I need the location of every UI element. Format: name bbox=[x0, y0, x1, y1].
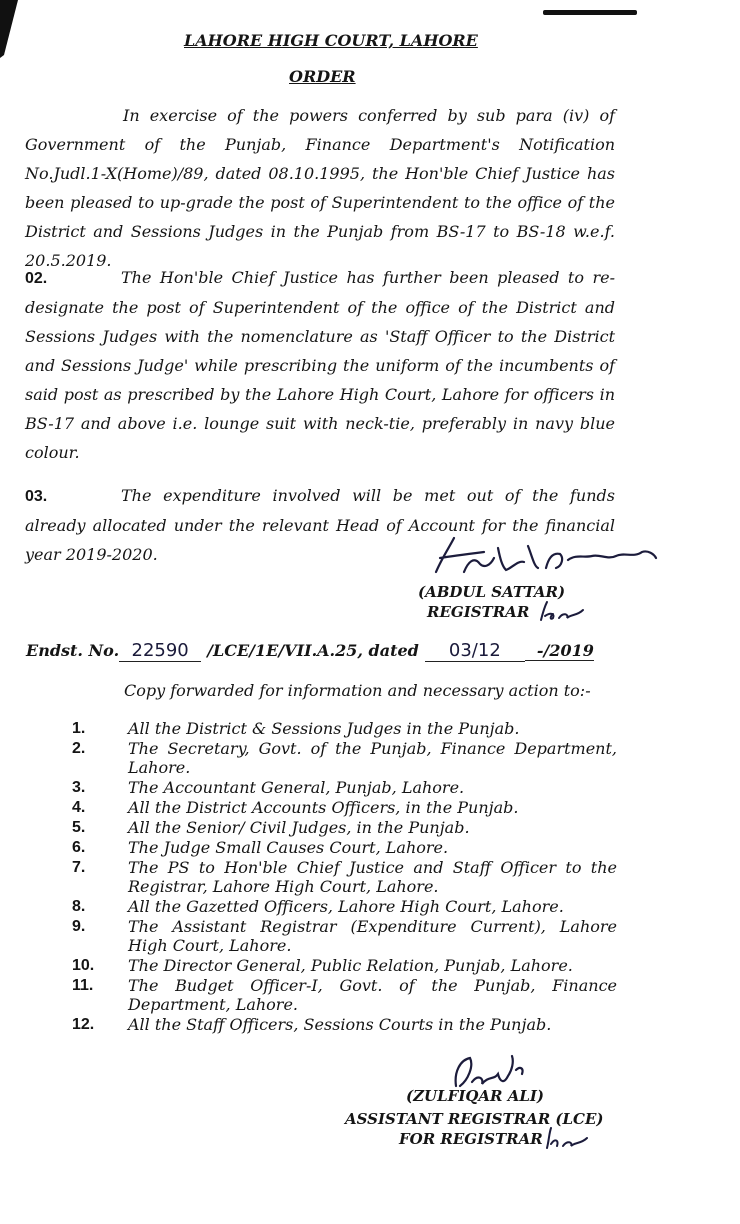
paragraph-3 bbox=[25, 481, 615, 569]
endorsement-prefix: Endst. No. bbox=[26, 641, 120, 660]
list-item bbox=[72, 838, 617, 857]
list-item-number: 10. bbox=[72, 957, 95, 974]
paragraph-1 bbox=[25, 101, 615, 275]
paragraph-3-text: The expenditure involved will be met out of the funds already allocated under the relevant Head of Account for the financial year 2019-2020. bbox=[25, 486, 615, 564]
list-item-number: 2. bbox=[72, 740, 86, 757]
order-heading: ORDER bbox=[289, 67, 356, 86]
endorsement-ref: /LCE/1E/VII.A.25, dated bbox=[207, 641, 419, 660]
list-item-text: All the District Accounts Officers, in the Punjab. bbox=[128, 798, 519, 817]
list-item bbox=[72, 858, 617, 896]
endorsement-line bbox=[26, 640, 594, 662]
signatory-2-for: FOR REGISTRAR bbox=[399, 1130, 543, 1148]
list-item-text: The Director General, Public Relation, Punjab, Lahore. bbox=[128, 956, 573, 975]
list-item bbox=[72, 739, 617, 777]
endorsement-number: 22590 bbox=[119, 640, 201, 662]
list-item-number: 5. bbox=[72, 819, 86, 836]
list-item-text: The Secretary, Govt. of the Punjab, Finance Department, Lahore. bbox=[128, 739, 617, 777]
list-item-text: All the Senior/ Civil Judges, in the Punjab. bbox=[128, 818, 470, 837]
list-item bbox=[72, 778, 617, 797]
list-item-text: The Assistant Registrar (Expenditure Current), Lahore High Court, Lahore. bbox=[128, 917, 617, 955]
list-item-number: 7. bbox=[72, 859, 86, 876]
list-item-number: 9. bbox=[72, 918, 86, 935]
list-item-text: The Judge Small Causes Court, Lahore. bbox=[128, 838, 449, 857]
endorsement-year: -/2019 bbox=[525, 641, 594, 661]
list-item-number: 8. bbox=[72, 898, 86, 915]
recipient-list bbox=[72, 719, 617, 1035]
list-item-text: The Accountant General, Punjab, Lahore. bbox=[128, 778, 465, 797]
list-item-number: 1. bbox=[72, 720, 86, 737]
assistant-registrar-initials bbox=[543, 1126, 591, 1150]
paragraph-2-text: The Hon'ble Chief Justice has further been pleased to re-designate the post of Superintendent of the office of the District and Sessions Judges with the nomenclature as 'Staff Officer to the District and Sessions Judge' while prescribing the uniform of the incumbents of said post as prescribed by the Lahore High Court, Lahore for officers in BS-17 and above i.e. lounge suit with neck-tie, preferably in navy blue colour. bbox=[25, 268, 615, 462]
list-item bbox=[72, 1015, 617, 1034]
list-item-text: All the District & Sessions Judges in the Punjab. bbox=[128, 719, 520, 738]
list-item bbox=[72, 897, 617, 916]
paragraph-1-text: In exercise of the powers conferred by sub para (iv) of Government of the Punjab, Finance Department's Notification No.Judl.1-X(Home)/89, dated 08.10.1995, the Hon'ble Chief Justice has been pleased to up-grade the post of Superintendent to the office of the District and Sessions Judges in the Punjab from BS-17 to BS-18 w.e.f. 20.5.2019. bbox=[25, 106, 615, 270]
list-item bbox=[72, 798, 617, 817]
list-item-text: All the Gazetted Officers, Lahore High Court, Lahore. bbox=[128, 897, 564, 916]
list-item-text: The PS to Hon'ble Chief Justice and Staff Officer to the Registrar, Lahore High Court, Lahore. bbox=[128, 858, 617, 896]
registrar-initials bbox=[537, 600, 589, 622]
scan-line-mark bbox=[543, 10, 637, 15]
list-item-number: 4. bbox=[72, 799, 86, 816]
endorsement-date: 03/12 bbox=[425, 640, 525, 662]
court-title: LAHORE HIGH COURT, LAHORE bbox=[184, 31, 478, 50]
list-item-number: 6. bbox=[72, 839, 86, 856]
assistant-registrar-signature bbox=[450, 1052, 530, 1092]
list-item-text: All the Staff Officers, Sessions Courts in the Punjab. bbox=[128, 1015, 552, 1034]
list-item-number: 3. bbox=[72, 779, 86, 796]
signatory-2-name: (ZULFIQAR ALI) bbox=[406, 1087, 545, 1105]
scan-edge-mark bbox=[0, 0, 40, 60]
paragraph-3-number: 03. bbox=[25, 488, 48, 505]
signatory-2-title: ASSISTANT REGISTRAR (LCE) bbox=[345, 1110, 604, 1128]
list-item-number: 11. bbox=[72, 977, 94, 994]
paragraph-2-number: 02. bbox=[25, 270, 48, 287]
list-item bbox=[72, 917, 617, 955]
signatory-1-title: REGISTRAR bbox=[427, 603, 530, 621]
paragraph-2 bbox=[25, 263, 615, 467]
list-item bbox=[72, 976, 617, 1014]
list-item bbox=[72, 719, 617, 738]
copy-forwarded-line: Copy forwarded for information and necessary action to:- bbox=[124, 681, 591, 700]
list-item-text: The Budget Officer-I, Govt. of the Punjab, Finance Department, Lahore. bbox=[128, 976, 617, 1014]
signatory-1-name: (ABDUL SATTAR) bbox=[418, 583, 566, 601]
list-item bbox=[72, 956, 617, 975]
list-item bbox=[72, 818, 617, 837]
list-item-number: 12. bbox=[72, 1016, 95, 1033]
